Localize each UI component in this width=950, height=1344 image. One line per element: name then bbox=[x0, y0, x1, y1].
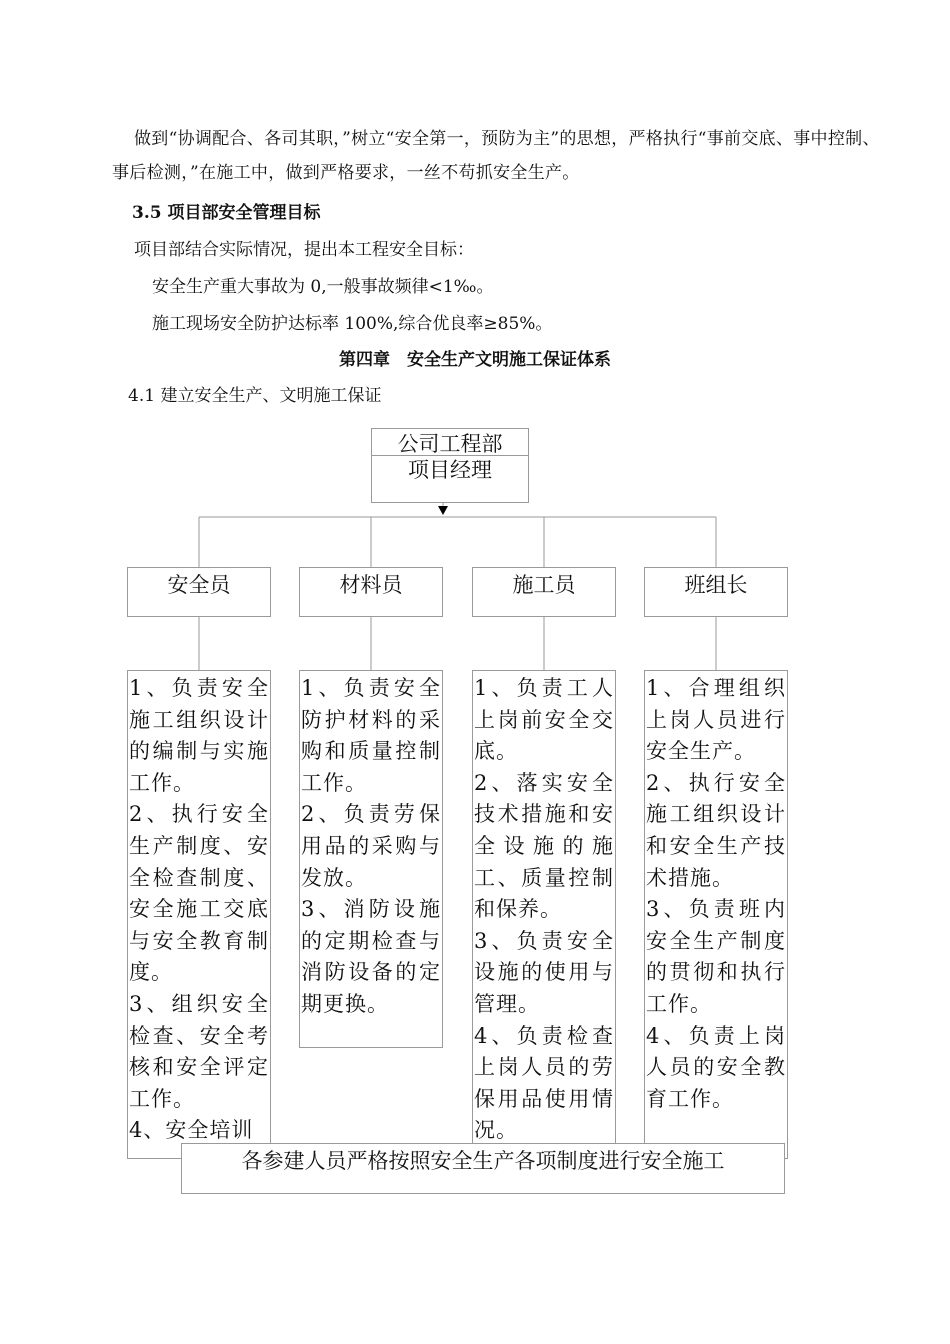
role-construction-officer: 施工员 bbox=[472, 567, 616, 617]
duty-item: 2、落实安全技术措施和安全设施的施工、质量控制和保养。 bbox=[474, 770, 614, 922]
duty-item: 1、负责工人上岗前安全交底。 bbox=[474, 676, 614, 764]
duty-item: 1、合理组织上岗人员进行安全生产。 bbox=[646, 676, 786, 764]
duty-item: 3、负责安全设施的使用与管理。 bbox=[474, 928, 614, 1016]
duty-item: 1、负责安全施工组织设计的编制与实施工作。 bbox=[129, 676, 269, 795]
goal-intro-line: 项目部结合实际情况，提出本工程安全目标： bbox=[134, 240, 474, 260]
goal-accident-line: 安全生产重大事故为 0,一般事故频律<1‰。 bbox=[152, 277, 494, 297]
duty-item: 2、执行安全生产制度、安全检查制度、安全施工交底与安全教育制度。 bbox=[129, 802, 269, 985]
role-material-officer: 材料员 bbox=[299, 567, 443, 617]
duty-item: 4、负责检查上岗人员的劳保用品使用情况。 bbox=[474, 1023, 614, 1143]
duty-item: 4、安全培训 bbox=[129, 1118, 254, 1143]
role-safety-officer: 安全员 bbox=[127, 567, 271, 617]
duties-construction-officer bbox=[472, 670, 616, 1150]
goal-protection-line: 施工现场安全防护达标率 100%,综合优良率≥85%。 bbox=[152, 314, 553, 334]
duty-item: 4、负责上岗人员的安全教育工作。 bbox=[646, 1023, 786, 1111]
bottom-statement: 各参建人员严格按照安全生产各项制度进行安全施工 bbox=[181, 1143, 785, 1194]
section-3-5-heading: 3.5 项目部安全管理目标 bbox=[132, 203, 321, 223]
duty-item: 3、组织安全检查、安全考核和安全评定工作。 bbox=[129, 991, 269, 1111]
project-manager: 项目经理 bbox=[408, 458, 492, 482]
duty-item: 3、负责班内安全生产制度的贯彻和执行工作。 bbox=[646, 897, 786, 1016]
arrow-down-icon bbox=[438, 506, 448, 515]
org-top-box bbox=[371, 428, 529, 503]
duties-material-officer bbox=[299, 670, 443, 1048]
duties-team-leader bbox=[644, 670, 788, 1159]
role-team-leader: 班组长 bbox=[644, 567, 788, 617]
intro-paragraph: 做到“协调配合、各司其职，”树立“安全第一，预防为主”的思想，严格执行“事前交底、事中控制、事后检测，”在施工中，做到严格要求，一丝不苟抓安全生产。 bbox=[112, 129, 880, 183]
duty-item: 1、负责安全防护材料的采购和质量控制工作。 bbox=[301, 676, 441, 795]
chapter-title: 第四章 安全生产文明施工保证体系 bbox=[339, 350, 611, 370]
duty-item: 2、执行安全施工组织设计和安全生产技术措施。 bbox=[646, 770, 786, 890]
company-engineering-dept: 公司工程部 bbox=[397, 432, 503, 456]
top-box-divider bbox=[372, 455, 528, 456]
duty-item: 3、消防设施的定期检查与消防设备的定期更换。 bbox=[301, 897, 441, 1016]
duty-item: 2、负责劳保用品的采购与发放。 bbox=[301, 802, 441, 890]
section-4-1-heading: 4.1 建立安全生产、文明施工保证 bbox=[128, 386, 382, 406]
duties-safety-officer bbox=[127, 670, 271, 1159]
